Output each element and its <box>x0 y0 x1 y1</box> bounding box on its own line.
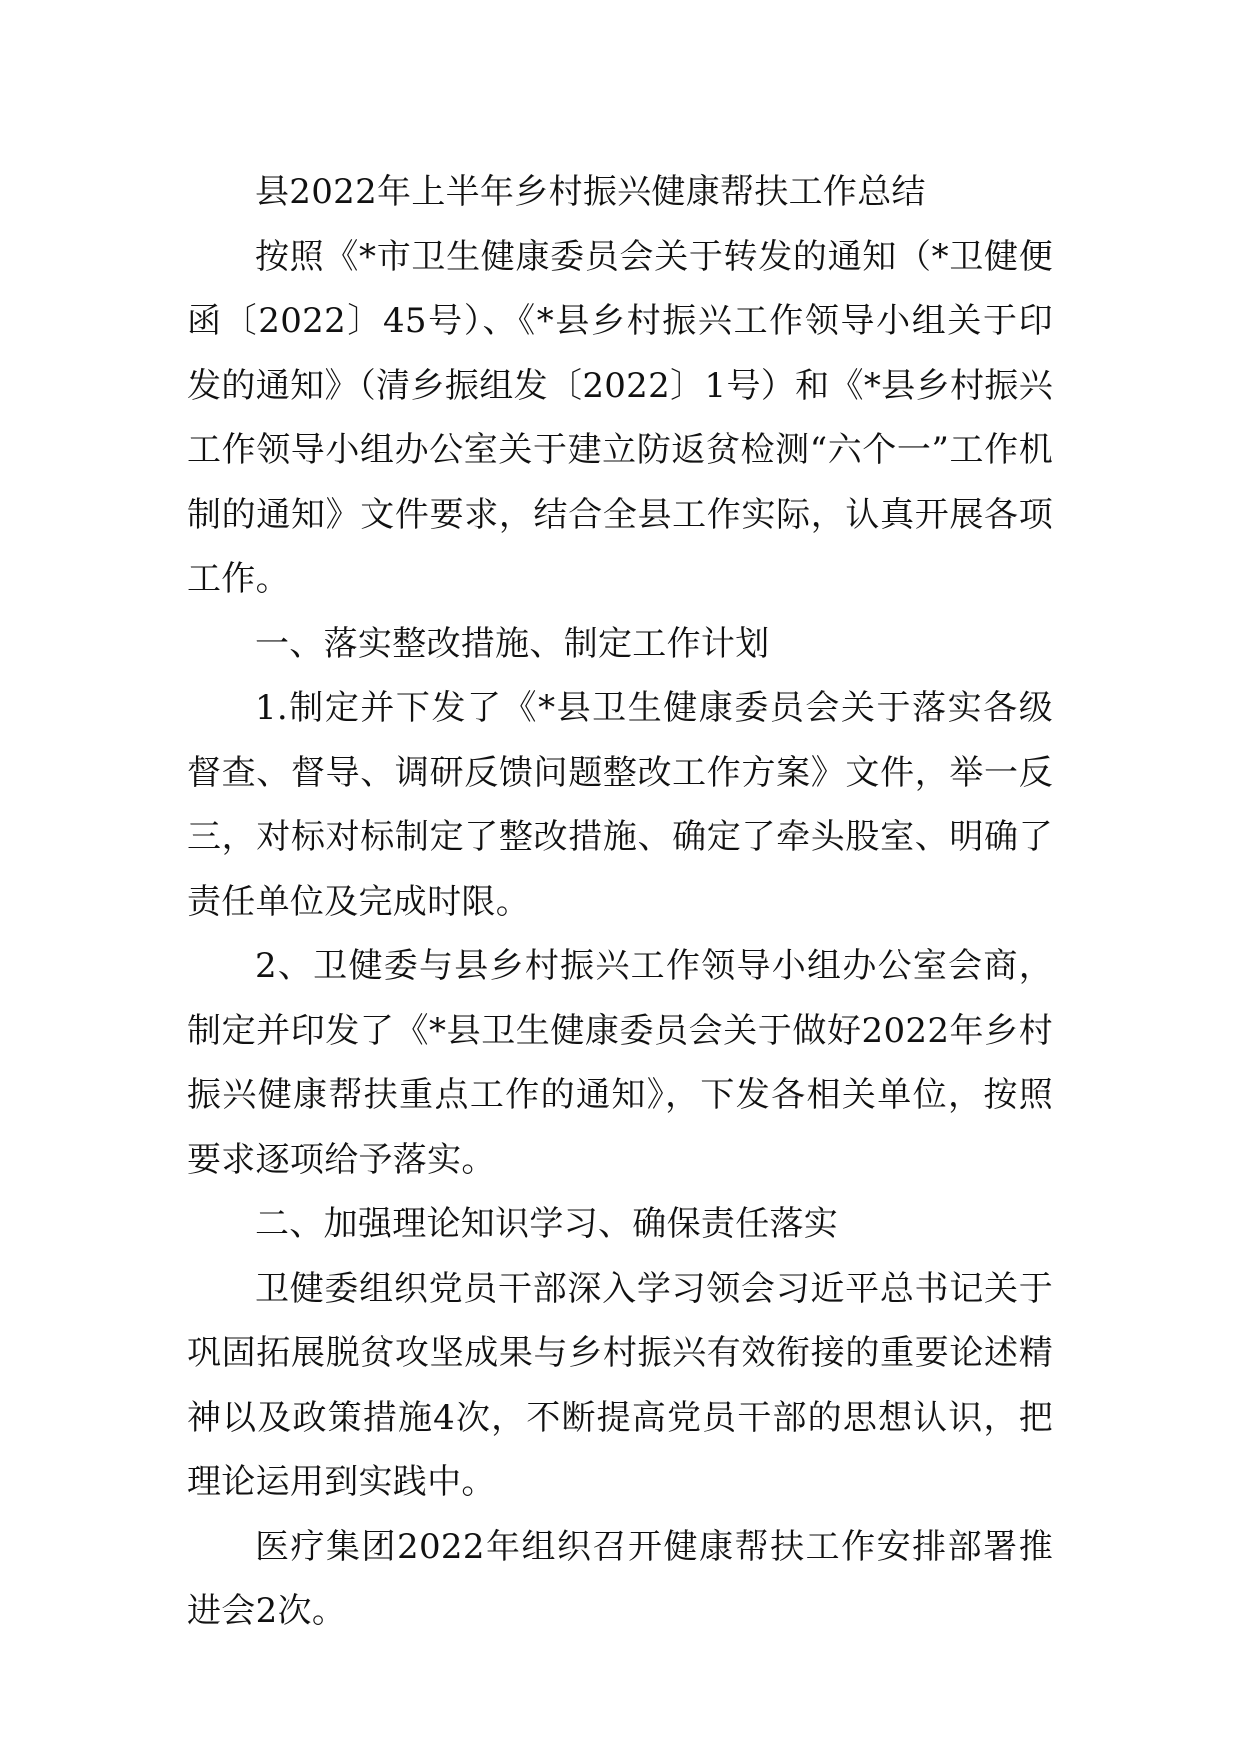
body-paragraph-study: 卫健委组织党员干部深入学习领会习近平总书记关于巩固拓展脱贫攻坚成果与乡村振兴有效衔接的重要论述精神以及政策措施4次，不断提高党员干部的思想认识，把理论运用到实践中。 <box>187 1268 1053 1502</box>
document-title: 县2022年上半年乡村振兴健康帮扶工作总结 <box>255 172 926 212</box>
body-paragraph-meetings: 医疗集团2022年组织召开健康帮扶工作安排部署推进会2次。 <box>187 1526 1053 1631</box>
document-page <box>187 160 1053 1644</box>
section-heading-1: 一、落实整改措施、制定工作计划 <box>255 623 770 664</box>
section-heading-2: 二、加强理论知识学习、确保责任落实 <box>255 1204 839 1244</box>
item-paragraph-2: 2、卫健委与县乡村振兴工作领导小组办公室会商，制定并印发了《*县卫生健康委员会关于做好2022年乡村振兴健康帮扶重点工作的通知》，下发各相关单位，按照要求逐项给予落实。 <box>187 946 1053 1180</box>
item-paragraph-1: 1.制定并下发了《*县卫生健康委员会关于落实各级督查、督导、调研反馈问题整改工作方案》文件，举一反三，对标对标制定了整改措施、确定了牵头股室、明确了责任单位及完成时限。 <box>187 688 1053 922</box>
intro-paragraph: 按照《*市卫生健康委员会关于转发的通知（*卫健便函〔2022〕45号）、《*县乡村振兴工作领导小组关于印发的通知》（清乡振组发〔2022〕1号）和《*县乡村振兴工作领导小组办公室关于建立防返贫检测“六个一”工作机制的通知》文件要求，结合全县工作实际，认真开展各项工作。 <box>187 236 1053 599</box>
